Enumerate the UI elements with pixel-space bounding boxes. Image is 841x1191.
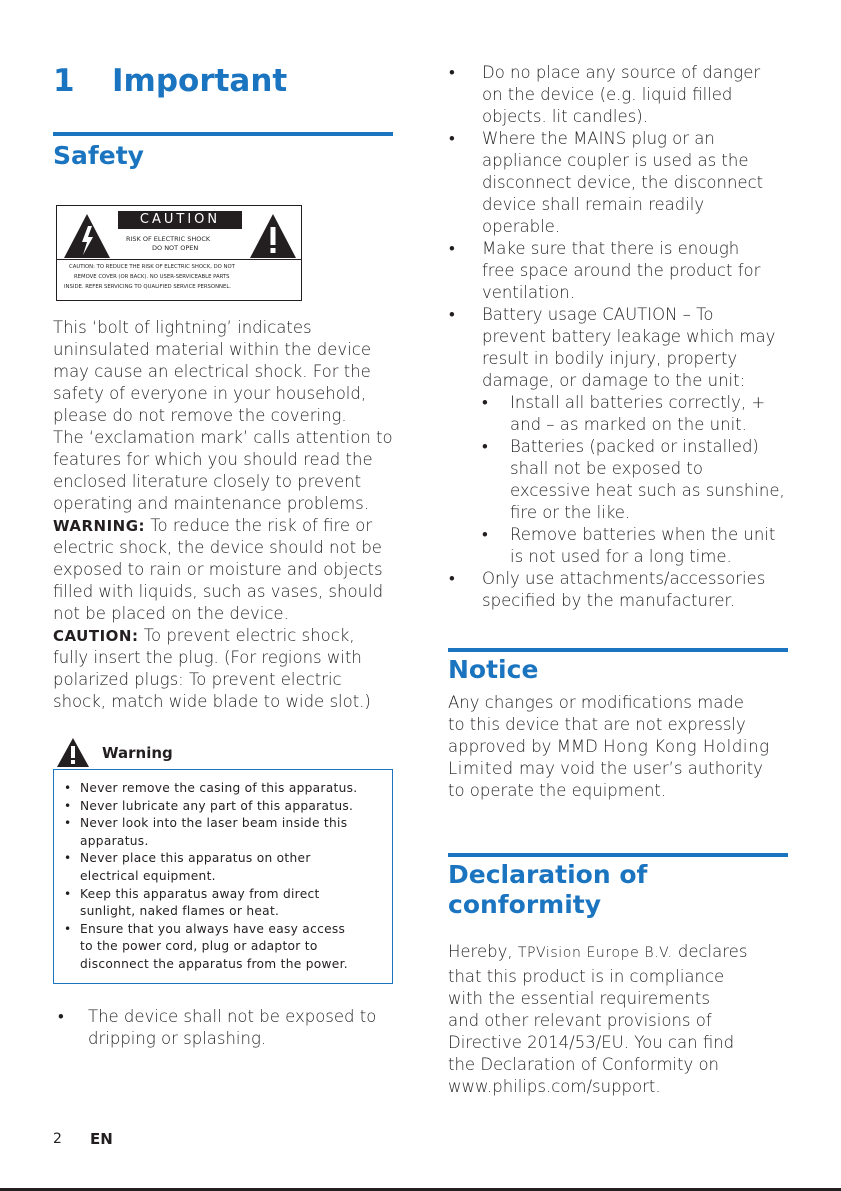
text-line: Keep this apparatus away from direct (80, 886, 320, 901)
fine-print-2: REMOVE COVER (OR BACK). NO USER-SERVICEABLE PARTS (74, 274, 230, 280)
text-line (448, 736, 793, 758)
list-item: • Do no place any source of danger on the device (e.g. liquid filled objects. lit candles). (449, 62, 794, 128)
list-item: • Never lubricate any part of this apparatus. (54, 798, 392, 816)
warning-line (53, 515, 398, 537)
text-line: Batteries (packed or installed) (510, 437, 759, 456)
list-item: • Only use attachments/accessories specified by the manufacturer. (449, 568, 794, 612)
warning-triangle-icon (56, 737, 90, 768)
text-line: disconnect device, the disconnect (482, 173, 764, 192)
safety-paragraph (53, 317, 398, 713)
text-line: Where the MAINS plug or an (482, 129, 715, 148)
text-line: Never remove the casing of this apparatus. (80, 781, 358, 795)
text-span: Hereby, (448, 942, 518, 961)
text-line: objects. lit candles). (482, 107, 648, 126)
right-bullet-list (449, 62, 794, 612)
list-item (58, 1006, 398, 1050)
text-line: Ensure that you always have easy access (80, 921, 346, 936)
text-line: uninsulated material within the device (53, 340, 371, 359)
text-line: exposed to rain or moisture and objects (53, 560, 383, 579)
fine-print-1: CAUTION: TO REDUCE THE RISK OF ELECTRIC SHOCK, DO NOT (69, 264, 235, 270)
text-line: Remove batteries when the unit (510, 525, 776, 544)
heading-line: conformity (448, 890, 602, 919)
text-line: prevent battery leakage which may (482, 327, 776, 346)
text-line: This ‘bolt of lightning’ indicates (53, 318, 312, 337)
company-name: Hong Kong Holding (603, 737, 770, 756)
sub-list-item: • Install all batteries correctly, + and – as marked on the unit. (449, 392, 794, 436)
sub-list-item: • Batteries (packed or installed) shall not be exposed to excessive heat such as sunshine, fire or the like. (449, 436, 794, 524)
text-line: fully insert the plug. (For regions with (53, 648, 362, 667)
chapter-number: 1 (53, 63, 75, 99)
list-item: • Never remove the casing of this apparatus. (54, 780, 392, 798)
risk-line-2: DO NOT OPEN (152, 244, 199, 252)
exclamation-triangle-icon (248, 212, 298, 260)
caution-keyword: CAUTION: (53, 627, 139, 645)
page-number: 2 (53, 1131, 62, 1147)
text-line: The device shall not be exposed to (88, 1007, 377, 1026)
warning-box (53, 769, 393, 984)
label-divider (57, 259, 301, 260)
notice-heading: Notice (448, 655, 539, 684)
text-line: To prevent electric shock, (138, 626, 355, 645)
list-item: • Keep this apparatus away from direct sunlight, naked flames or heat. (54, 886, 392, 921)
text-line: to operate the equipment. (448, 781, 667, 800)
text-line: apparatus. (80, 833, 149, 848)
text-line: is not used for a long time. (510, 547, 732, 566)
text-line: free space around the product for (482, 261, 761, 280)
text-line: device shall remain readily (482, 195, 705, 214)
text-line: appliance coupler is used as the (482, 151, 749, 170)
company-name: TPVision Europe B.V. (517, 945, 673, 961)
text-span: declares (672, 942, 748, 961)
section-rule-notice (448, 648, 788, 652)
text-line: may cause an electrical shock. For the (53, 362, 371, 381)
lightning-bolt-icon (62, 212, 112, 260)
text-line: Never lubricate any part of this apparatus. (80, 798, 354, 813)
list-item: • Never place this apparatus on other electrical equipment. (54, 850, 392, 885)
text-line: the Declaration of Conformity on (448, 1055, 720, 1074)
text-line: safety of everyone in your household, (53, 384, 367, 403)
text-line: enclosed literature closely to prevent (53, 472, 362, 491)
warning-box-title: Warning (102, 744, 173, 762)
text-line: Install all batteries correctly, + (510, 393, 766, 412)
language-code: EN (90, 1130, 113, 1148)
heading-line: Declaration of (448, 860, 648, 889)
text-line: that this product is in compliance (448, 967, 725, 986)
text-line: with the essential requirements (448, 989, 710, 1008)
list-item: • Ensure that you always have easy access to the power cord, plug or adaptor to disconnect the apparatus from the power. (54, 921, 392, 974)
text-line: to the power cord, plug or adaptor to (80, 939, 318, 954)
text-line: ventilation. (482, 283, 575, 302)
warning-keyword: WARNING: (53, 517, 146, 535)
section-rule-safety (53, 132, 393, 136)
text-line: filled with liquids, such as vases, should (53, 582, 384, 601)
text-line: To reduce the risk of fire or (145, 516, 373, 535)
text-line (448, 941, 793, 964)
text-line: The ‘exclamation mark’ calls attention to (53, 428, 393, 447)
text-line: not be placed on the device. (53, 604, 289, 623)
list-item: • Where the MAINS plug or an appliance coupler is used as the disconnect device, the disconnect device shall remain readily operable. (449, 128, 794, 238)
text-line: shall not be exposed to (510, 459, 703, 478)
caution-title-bar (118, 211, 242, 229)
chapter-title: Important (112, 63, 288, 99)
text-line: and other relevant provisions of (448, 1011, 712, 1030)
text-line: Never look into the laser beam inside this (80, 816, 348, 831)
text-line: on the device (e.g. liquid filled (482, 85, 733, 104)
notice-paragraph (448, 692, 793, 802)
text-line: shock, match wide blade to wide slot.) (53, 692, 371, 711)
company-name: Limited (448, 759, 514, 778)
caution-label-graphic (56, 205, 302, 301)
text-line: please do not remove the covering. (53, 406, 347, 425)
text-line: and – as marked on the unit. (510, 415, 747, 434)
text-line: electrical equipment. (80, 868, 216, 883)
safety-heading: Safety (53, 141, 144, 170)
text-line: features for which you should read the (53, 450, 373, 469)
list-item: • Make sure that there is enough free space around the product for ventilation. (449, 238, 794, 304)
text-line: excessive heat such as sunshine, (510, 481, 785, 500)
text-line: Directive 2014/53/EU. You can find (448, 1033, 735, 1052)
text-line: sunlight, naked flames or heat. (80, 904, 280, 919)
text-line (448, 758, 793, 780)
text-line: Never place this apparatus on other (80, 851, 311, 866)
text-line: Battery usage CAUTION – To (482, 305, 714, 324)
text-line: polarized plugs: To prevent electric (53, 670, 342, 689)
text-line: specified by the manufacturer. (482, 591, 736, 610)
declaration-paragraph (448, 941, 793, 1098)
text-span: may void the user’s authority (513, 759, 763, 778)
section-rule-declaration (448, 853, 788, 857)
fine-print-3: INSIDE. REFER SERVICING TO QUALIFIED SERVICE PERSONNEL. (64, 284, 231, 290)
text-line: result in bodily injury, property (482, 349, 738, 368)
text-line: fire or the like. (510, 503, 631, 522)
caution-title: CAUTION (139, 212, 221, 227)
text-line: www.philips.com/support. (448, 1077, 661, 1096)
risk-line-1: RISK OF ELECTRIC SHOCK (126, 235, 211, 243)
declaration-heading (448, 860, 647, 920)
warning-list (54, 780, 392, 974)
text-line: Any changes or modifications made (448, 693, 744, 712)
text-line: operable. (482, 217, 561, 236)
text-line: dripping or splashing. (88, 1029, 267, 1048)
list-item: • Battery usage CAUTION – To prevent battery leakage which may result in bodily injury, property damage, or damage to the unit: (449, 304, 794, 392)
text-line: Do no place any source of danger (482, 63, 761, 82)
sub-list-item: • Remove batteries when the unit is not used for a long time. (449, 524, 794, 568)
text-span: approved by MMD (448, 737, 604, 756)
text-line: disconnect the apparatus from the power. (80, 956, 348, 971)
text-line: damage, or damage to the unit: (482, 371, 746, 390)
text-line: to this device that are not expressly (448, 715, 746, 734)
text-line: Make sure that there is enough (482, 239, 740, 258)
text-line: electric shock, the device should not be (53, 538, 382, 557)
text-line: Only use attachments/accessories (482, 569, 766, 588)
bullet: • (58, 1007, 64, 1026)
caution-line (53, 625, 398, 647)
list-item: • Never look into the laser beam inside this apparatus. (54, 815, 392, 850)
text-line: operating and maintenance problems. (53, 494, 370, 513)
